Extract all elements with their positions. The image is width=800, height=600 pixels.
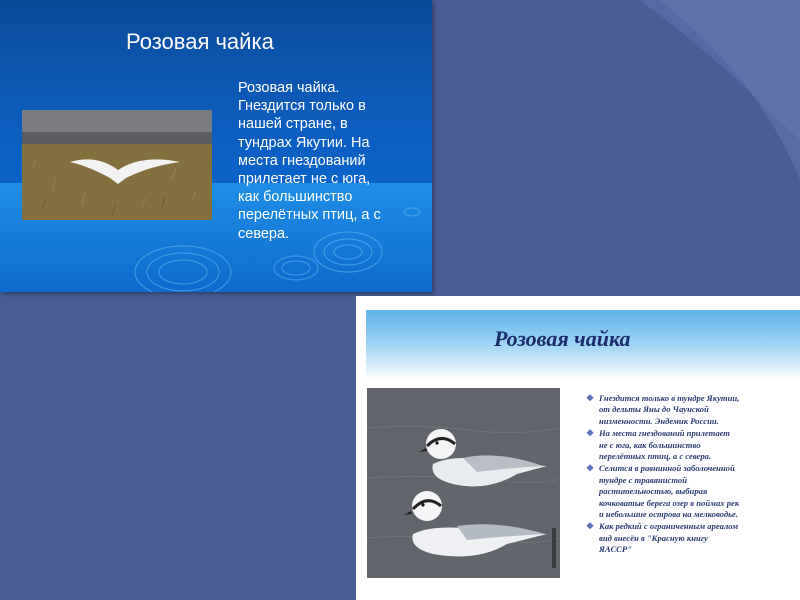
bullet-line: низменности. Эндемик России. xyxy=(599,415,719,426)
bullet-line: На места гнездований прилетает xyxy=(599,428,730,439)
slide-2-bullet-list xyxy=(586,393,796,557)
bullet-line: ЯАССР" xyxy=(599,544,632,555)
diamond-bullet-icon: ❖ xyxy=(586,463,595,474)
diamond-bullet-icon: ❖ xyxy=(586,428,595,439)
gull-flying-photo xyxy=(22,110,212,220)
text-line: Розовая чайка. xyxy=(238,80,340,96)
slide-1-text xyxy=(238,79,418,243)
bullet-line: перелётных птиц, а с севера. xyxy=(599,451,712,462)
text-line: Гнездится только в xyxy=(238,98,366,115)
text-line: нашей стране, в xyxy=(238,116,348,133)
text-line: тундрах Якутии. На xyxy=(238,134,370,151)
text-line: места гнездований xyxy=(238,152,366,169)
bullet-line: Селится в равнинной заболоченной xyxy=(599,463,735,474)
text-line: прилетает не с юга, xyxy=(238,171,371,188)
bullet-line: растительностью, выбирая xyxy=(599,486,708,497)
bullet-line: не с юга, как большинство xyxy=(599,439,701,450)
text-line: перелётных птиц, а с xyxy=(238,207,381,224)
bullet-line: от дельты Яны до Чаунской xyxy=(599,404,709,415)
diamond-bullet-icon: ❖ xyxy=(586,521,595,532)
swimming-gulls-image xyxy=(367,388,560,578)
slide-1-title: Розовая чайка xyxy=(126,29,274,54)
diamond-bullet-icon: ❖ xyxy=(586,393,595,403)
bullet-line: вид внесён в "Красную книгу xyxy=(599,532,708,543)
text-line: как большинство xyxy=(238,189,353,206)
bullet-line: Как редкий с ограниченным ареалом xyxy=(599,521,739,532)
gulls-on-water-photo xyxy=(367,388,560,578)
slide-2 xyxy=(356,296,800,600)
bullet-line: и небольшие острова на мелководье. xyxy=(599,509,739,520)
bullet-item xyxy=(586,428,796,462)
bullet-line: кочковатые берега озер в поймах рек xyxy=(599,497,740,508)
bullet-item xyxy=(586,521,796,555)
text-line: севера. xyxy=(238,225,290,242)
bullet-line: тундре с травянистой xyxy=(599,474,687,485)
slide-1 xyxy=(0,0,432,292)
bullet-line: Гнездится только в тундре Якутии, xyxy=(599,393,740,403)
tundra-gull-image xyxy=(22,110,212,220)
bullet-item xyxy=(586,393,796,427)
slide-2-title: Розовая чайка xyxy=(494,326,631,351)
bullet-item xyxy=(586,463,796,520)
